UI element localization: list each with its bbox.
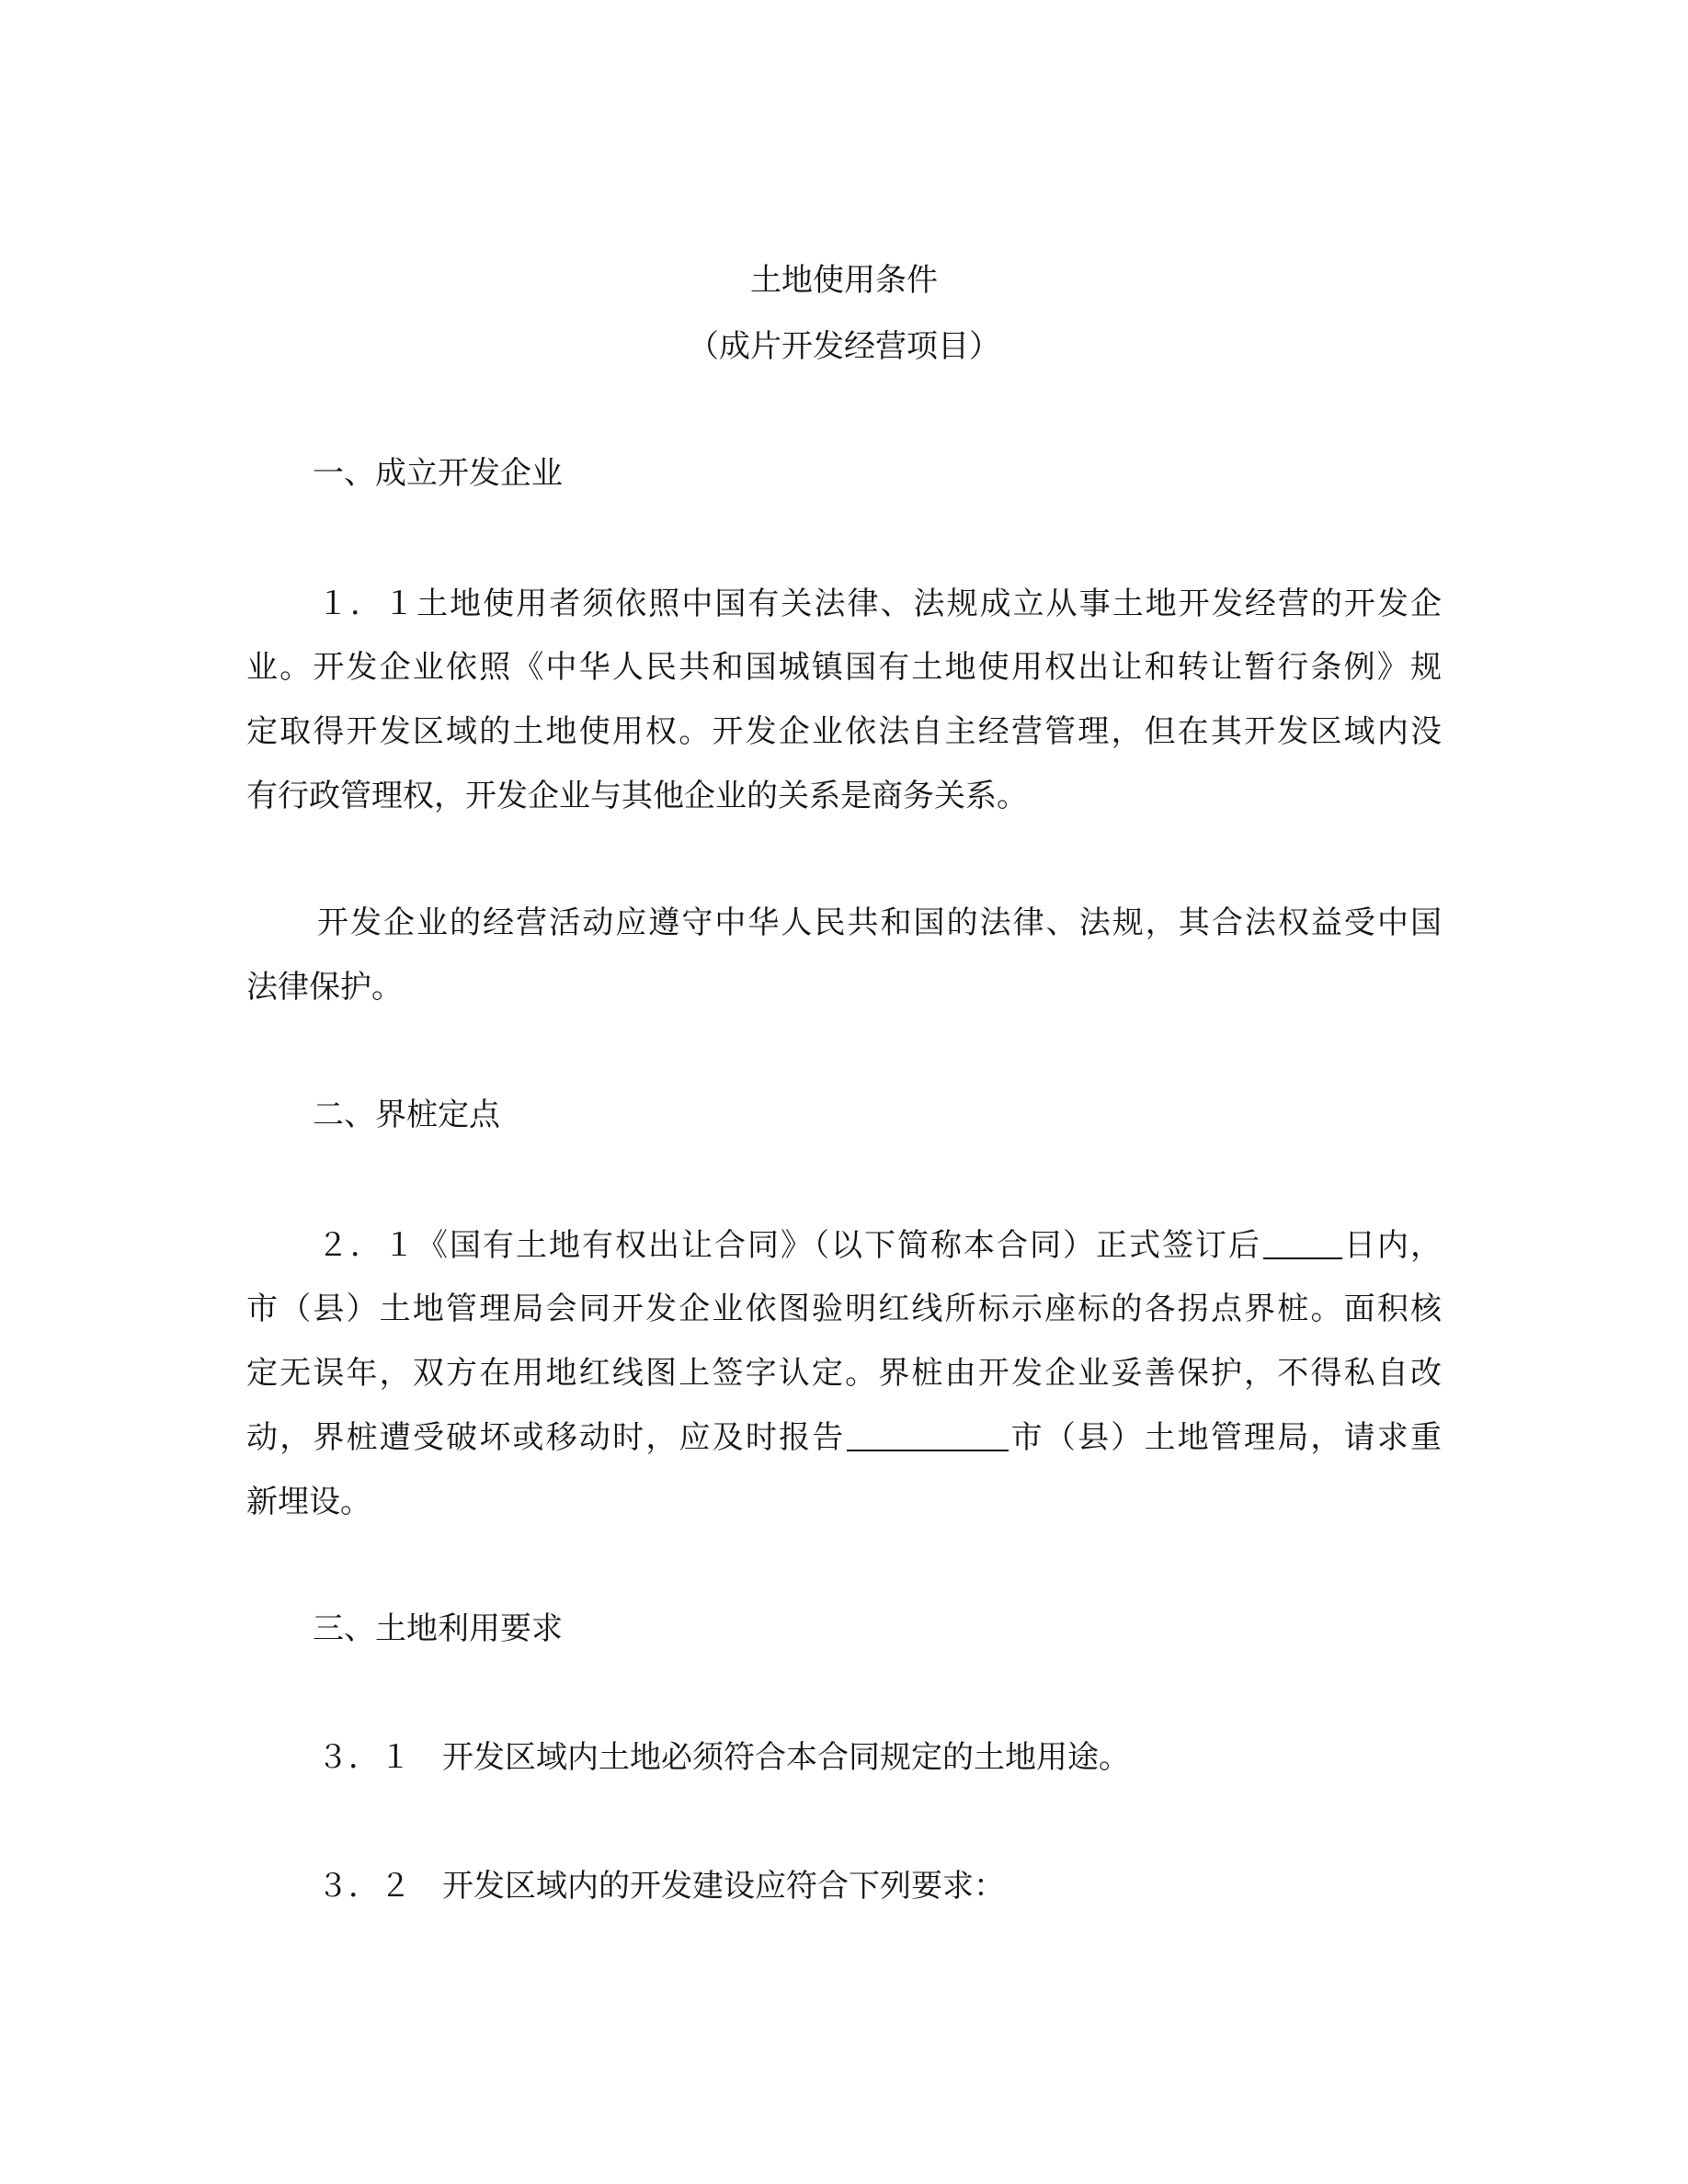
list-item: ３．１ 开发区域内土地必须符合本合同规定的土地用途。 bbox=[317, 1739, 1130, 1776]
paragraph-line: 定取得开发区域的土地使用权。开发企业依法自主经营管理，但在其开发区域内没 bbox=[246, 713, 1442, 750]
section-1-heading: 一、成立开发企业 bbox=[313, 455, 563, 492]
paragraph-text: ２．１《国有土地有权出让合同》（以下简称本合同）正式签订后 bbox=[317, 1227, 1261, 1264]
paragraph-line: 法律保护。 bbox=[246, 969, 403, 1006]
paragraph-text: 市（县）土地管理局，请求重 bbox=[1009, 1419, 1442, 1456]
paragraph-line: 有行政管理权，开发企业与其他企业的关系是商务关系。 bbox=[246, 778, 1028, 814]
fill-in-blank bbox=[847, 1422, 1009, 1451]
paragraph-line bbox=[246, 1419, 1442, 1456]
paragraph-text: 动，界桩遭受破坏或移动时，应及时报告 bbox=[246, 1419, 846, 1456]
section-2-heading: 二、界桩定点 bbox=[313, 1097, 500, 1133]
section-3-heading: 三、土地利用要求 bbox=[313, 1610, 563, 1647]
fill-in-blank bbox=[1263, 1230, 1342, 1259]
paragraph-line: 开发企业的经营活动应遵守中华人民共和国的法律、法规，其合法权益受中国 bbox=[317, 904, 1442, 941]
paragraph-line: 业。开发企业依照《中华人民共和国城镇国有土地使用权出让和转让暂行条例》规 bbox=[246, 649, 1442, 686]
document-title: 土地使用条件 bbox=[750, 262, 938, 299]
list-item: ３．２ 开发区域内的开发建设应符合下列要求： bbox=[317, 1868, 1005, 1905]
document-subtitle: （成片开发经营项目） bbox=[688, 328, 1000, 365]
paragraph-line: 定无误年，双方在用地红线图上签字认定。界桩由开发企业妥善保护，不得私自改 bbox=[246, 1355, 1442, 1392]
paragraph-text: 日内， bbox=[1342, 1227, 1442, 1264]
paragraph-line: １．１土地使用者须依照中国有关法律、法规成立从事土地开发经营的开发企 bbox=[317, 586, 1442, 622]
paragraph-line bbox=[317, 1227, 1442, 1264]
paragraph-line: 新埋设。 bbox=[246, 1484, 371, 1520]
paragraph-line: 市（县）土地管理局会同开发企业依图验明红线所标示座标的各拐点界桩。面积核 bbox=[246, 1291, 1442, 1327]
